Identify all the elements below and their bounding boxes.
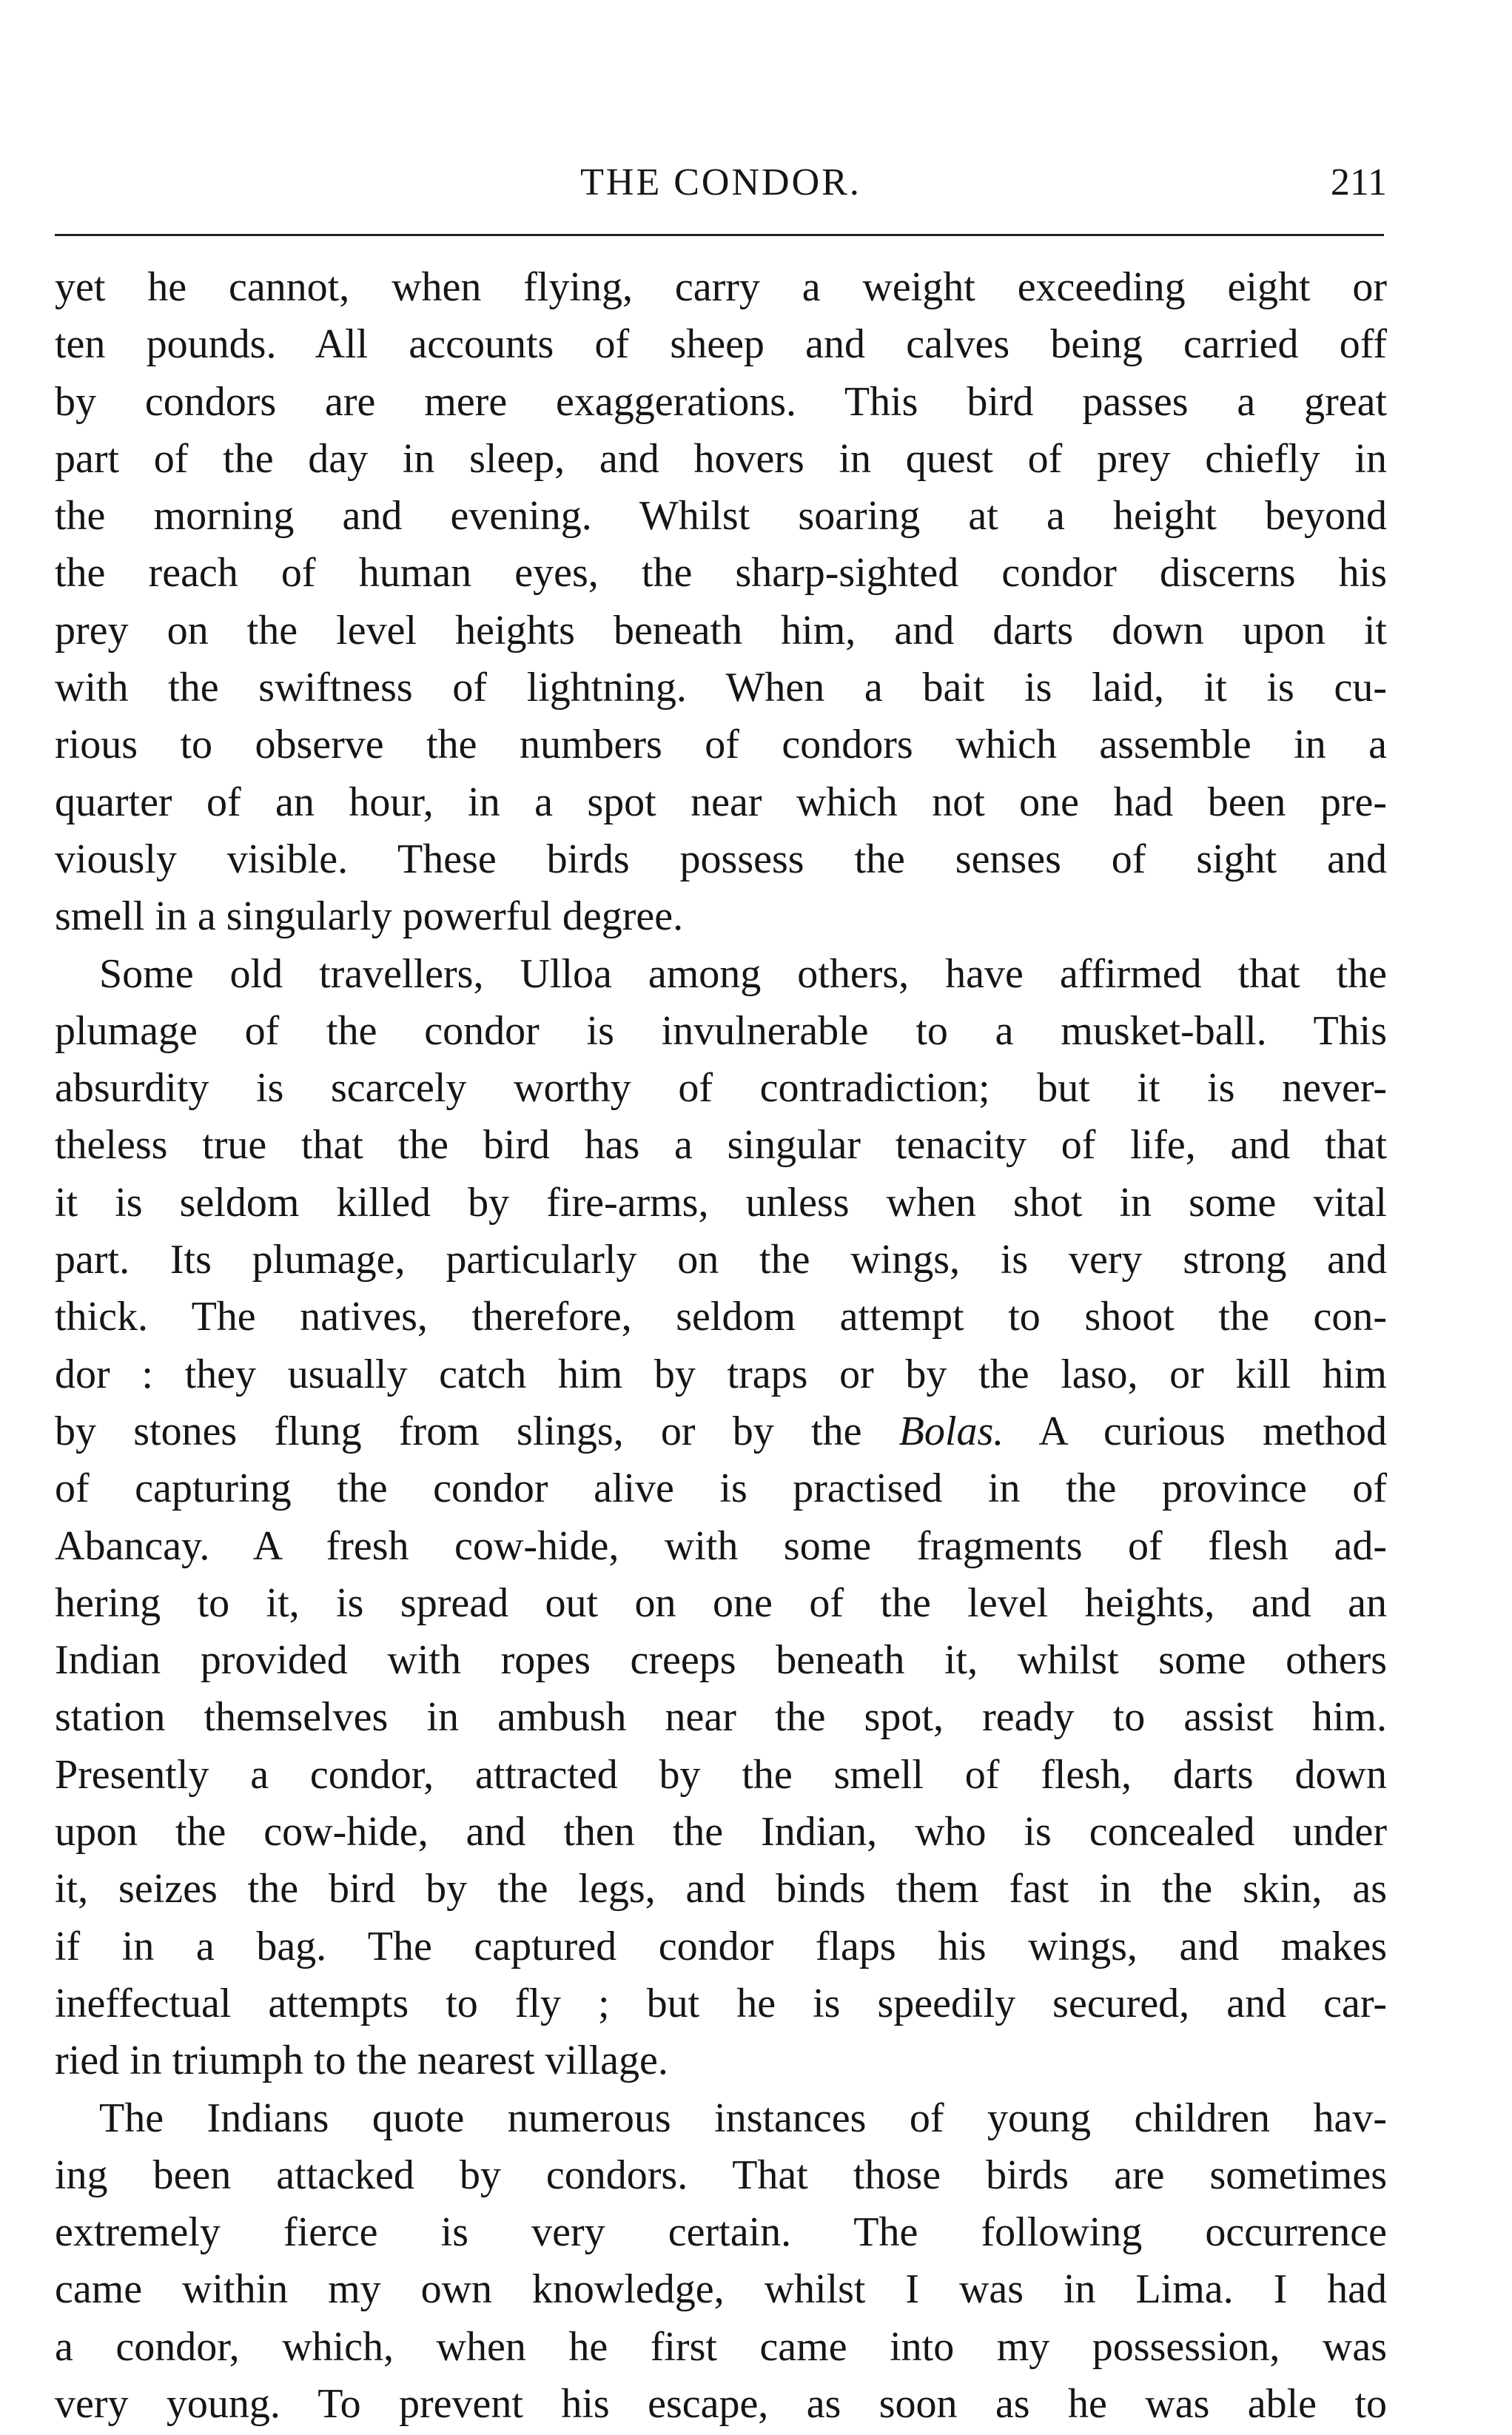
text-line: Some old travellers, Ulloa among others, have affirmed that the [99,950,1387,997]
text-line: plumage of the condor is invulnerable to a musket-ball. This [55,1007,1387,1054]
text-line-with-italic [55,1403,1387,1460]
text-line: it is seldom killed by fire-arms, unless when shot in some vital [55,1179,1387,1226]
text-line: yet he cannot, when flying, carry a weight exceeding eight or [55,264,1387,310]
text-line: ing been attacked by condors. That those birds are sometimes [55,2152,1387,2198]
text-line: Abancay. A fresh cow-hide, with some fragments of flesh ad- [55,1522,1387,1569]
body-text [55,259,1387,2433]
text-line: ried in triumph to the nearest village. [55,2038,668,2084]
running-head [55,157,1387,209]
text-line: upon the cow-hide, and then the Indian, who is concealed under [55,1809,1387,1855]
text-line: part of the day in sleep, and hovers in quest of prey chiefly in [55,435,1387,482]
header-rule [55,234,1384,236]
text-line: absurdity is scarcely worthy of contradiction; but it is never- [55,1065,1387,1112]
text-line: a condor, which, when he first came into my possession, was [55,2323,1387,2370]
running-title: THE CONDOR. [580,161,861,204]
text-line: station themselves in ambush near the spot, ready to assist him. [55,1694,1387,1741]
text-line: of capturing the condor alive is practised in the province of [55,1465,1387,1512]
text-line: Indian provided with ropes creeps beneath it, whilst some others [55,1637,1387,1684]
text-line: smell in a singularly powerful degree. [55,893,684,940]
text-line: by condors are mere exaggerations. This bird passes a great [55,378,1387,425]
text-line: very young. To prevent his escape, as soon as he was able to [55,2380,1387,2427]
text-line: prey on the level heights beneath him, and darts down upon it [55,607,1387,654]
text-line: the reach of human eyes, the sharp-sighted condor discerns his [55,550,1387,597]
text-segment: A curious method [1004,1408,1388,1454]
text-line: with the swiftness of lightning. When a bait is laid, it is cu- [55,665,1387,711]
text-line: the morning and evening. Whilst soaring at a height beyond [55,493,1387,540]
text-line: ten pounds. All accounts of sheep and calves being carried off [55,321,1387,368]
text-line: The Indians quote numerous instances of young children hav- [99,2095,1387,2141]
text-line: extremely fierce is very certain. The following occurrence [55,2209,1387,2256]
text-line: ineffectual attempts to fly ; but he is speedily secured, and car- [55,1980,1387,2026]
text-line: theless true that the bird has a singular tenacity of life, and that [55,1122,1387,1169]
text-line: viously visible. These birds possess the senses of sight and [55,836,1387,882]
page-number: 211 [1330,161,1387,204]
text-line: thick. The natives, therefore, seldom attempt to shoot the con- [55,1294,1387,1340]
text-line: quarter of an hour, in a spot near which not one had been pre- [55,779,1387,825]
text-line: rious to observe the numbers of condors which assemble in a [55,722,1387,768]
paragraph-3 [55,2090,1387,2434]
text-line: dor : they usually catch him by traps or by the laso, or kill him [55,1351,1387,1397]
text-segment: by stones flung from slings, or by the [55,1408,862,1454]
text-line: came within my own knowledge, whilst I was in Lima. I had [55,2266,1387,2313]
text-line: Presently a condor, attracted by the smell of flesh, darts down [55,1751,1387,1798]
text-line: it, seizes the bird by the legs, and binds them fast in the skin, as [55,1866,1387,1912]
italic-term: Bolas. [898,1408,1004,1454]
paragraph-1 [55,259,1387,946]
text-line: if in a bag. The captured condor flaps his wings, and makes [55,1923,1387,1969]
text-line: hering to it, is spread out on one of the level heights, and an [55,1579,1387,1626]
text-line: part. Its plumage, particularly on the wings, is very strong and [55,1237,1387,1283]
paragraph-2 [55,946,1387,2090]
